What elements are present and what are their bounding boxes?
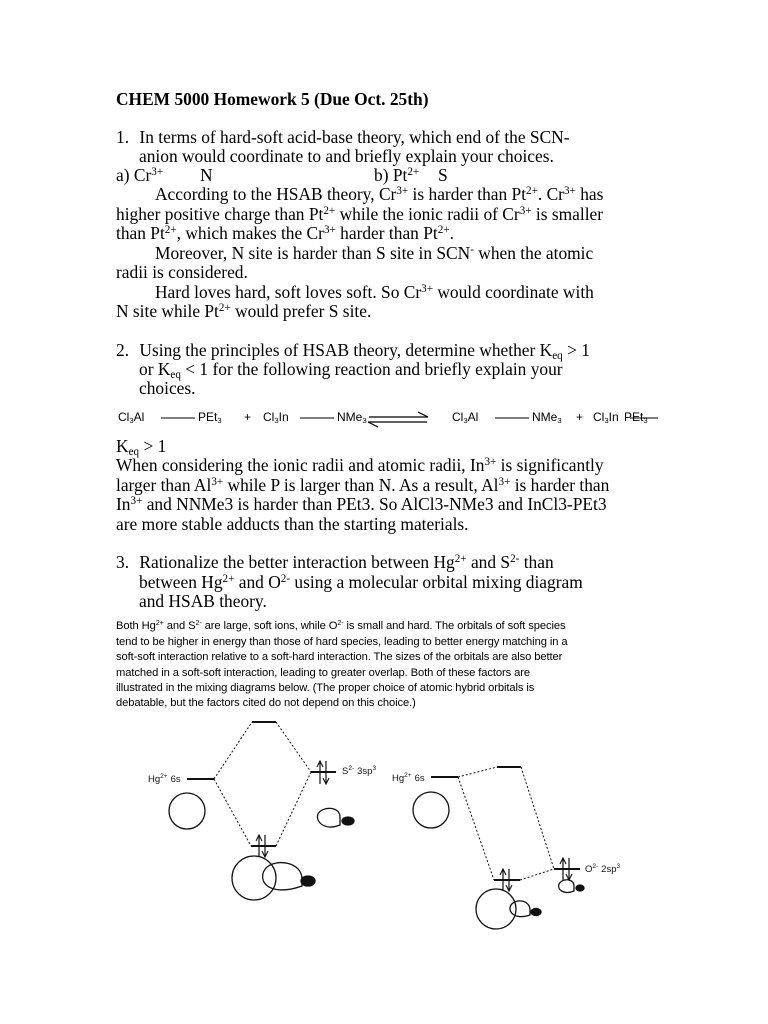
q1-option-a: a) $Cr^{3+}$ <box>116 165 164 185</box>
product-1: $Cl_3Al$ <box>452 410 479 425</box>
q1-answer-line-2: higher positive charge than $Pt^{2+}$ while the ionic radii of $Cr^{3+}$ is smaller <box>116 204 604 224</box>
q1-answer-line-1: According to the HSAB theory, $Cr^{3+}$ is harder than $Pt^{2+}$. $Cr^{3+}$ has <box>155 184 604 204</box>
q1-option-b-answer: S <box>438 165 448 185</box>
label-o-2sp3: $O^{2-}$ $2sp^3$ <box>585 863 621 875</box>
q3-answer-line-2: tend to be higher in energy than those of hard species, leading to better energy matching in a <box>116 636 568 648</box>
q3-answer-line-5: illustrated in the mixing diagrams below. (The proper choice of atomic hybrid orbitals is <box>116 682 535 694</box>
q3-line-2: between $Hg^{2+}$ and $O^{2-}$ using a molecular orbital mixing diagram <box>139 572 583 592</box>
label-s-3sp3: $S^{2-}$ $3sp^3$ <box>342 765 377 777</box>
q2-reaction: $Cl_3Al$ PEt$_3$ + $Cl_3In$ NMe$_3$ $Cl_3Al$ NMe$_3$ + $Cl_3In$ <box>116 408 656 430</box>
label-hg-6s-right: $Hg^{2+}$ 6s <box>392 772 425 784</box>
q1-number: 1. <box>116 127 130 147</box>
reactant-2: $Cl_3In$ <box>263 410 289 425</box>
q3-answer-line-3: soft-soft interaction relative to a soft-hard interaction. The sizes of the orbitals are also better <box>116 651 563 663</box>
q3-answer-line-1: Both $Hg^{2+}$ and $S^{2-}$ are large, soft ions, while $O^{2-}$ is small and hard. The orbitals of soft species <box>116 619 566 632</box>
q3-number: 3. <box>116 552 130 572</box>
q3-answer-line-4: matched in a soft-soft interaction, leading to greater overlap. Both of these factors are <box>116 667 530 679</box>
q1-answer-line-5: radii is considered. <box>116 262 248 282</box>
plus-sign: + <box>244 410 252 424</box>
q1-answer-line-4: Moreover, N site is harder than S site in SCN- when the atomic <box>155 243 594 263</box>
q1-answer-line-6: Hard loves hard, soft loves soft. So $Cr^{3+}$ would coordinate with <box>155 282 594 302</box>
q2-answer-line-4: are more stable adducts than the starting materials. <box>116 514 469 534</box>
q3-line-1: 3. Rationalize the better interaction between $Hg^{2+}$ and $S^{2-}$ than <box>116 552 554 572</box>
q2-line-3: choices. <box>139 378 196 398</box>
q2-line-2: or $K_{eq} < 1$ for the following reaction and briefly explain your <box>139 359 563 381</box>
q1-line-1: 1. In terms of hard-soft acid-base theory, which end of the SCN- <box>116 127 570 147</box>
q3-answer-line-6: debatable, but the factors cited do not depend on this choice.) <box>116 697 416 709</box>
plus-sign: + <box>576 410 584 424</box>
product-2-ligand: PEt$_3$ <box>624 410 648 425</box>
label-hg-6s-left: $Hg^{2+}$ 6s <box>148 773 181 785</box>
q2-answer-line-2: larger than $Al^{3+}$ while P is larger than N. As a result, $Al^{3+}$ is harder than <box>116 475 610 495</box>
q1-option-a-answer: N <box>200 165 213 185</box>
q2-answer-line-1: When considering the ionic radii and atomic radii, $In^{3+}$ is significantly <box>116 455 604 475</box>
q2-line-1: 2. Using the principles of HSAB theory, determine whether $K_{eq} > 1$ <box>116 340 590 362</box>
q1-option-b: b) $Pt^{2+}$ <box>374 165 420 185</box>
mo-diagram-hg-o <box>413 767 584 929</box>
reactant-1: $Cl_3Al$ <box>118 410 145 425</box>
page-title: CHEM 5000 Homework 5 (Due Oct. 25th) <box>116 89 429 109</box>
q2-answer-keq: $K_{eq} > 1$ <box>116 436 167 458</box>
q1-line-2: anion would coordinate to and briefly explain your choices. <box>139 146 554 166</box>
mo-diagram-hg-s <box>169 722 354 900</box>
q1-answer-line-3: than $Pt^{2+}$, which makes the $Cr^{3+}$ harder than $Pt^{2+}$. <box>116 223 454 243</box>
product-2: $Cl_3In$ <box>593 410 619 425</box>
q3-line-3: and HSAB theory. <box>139 591 267 611</box>
q2-answer-line-3: $In^{3+}$ and NNMe3 is harder than PEt3. So AlCl3-NMe3 and InCl3-PEt3 <box>116 494 607 514</box>
q2-number: 2. <box>116 340 130 360</box>
q1-answer-line-7: N site while $Pt^{2+}$ would prefer S site. <box>116 301 372 321</box>
